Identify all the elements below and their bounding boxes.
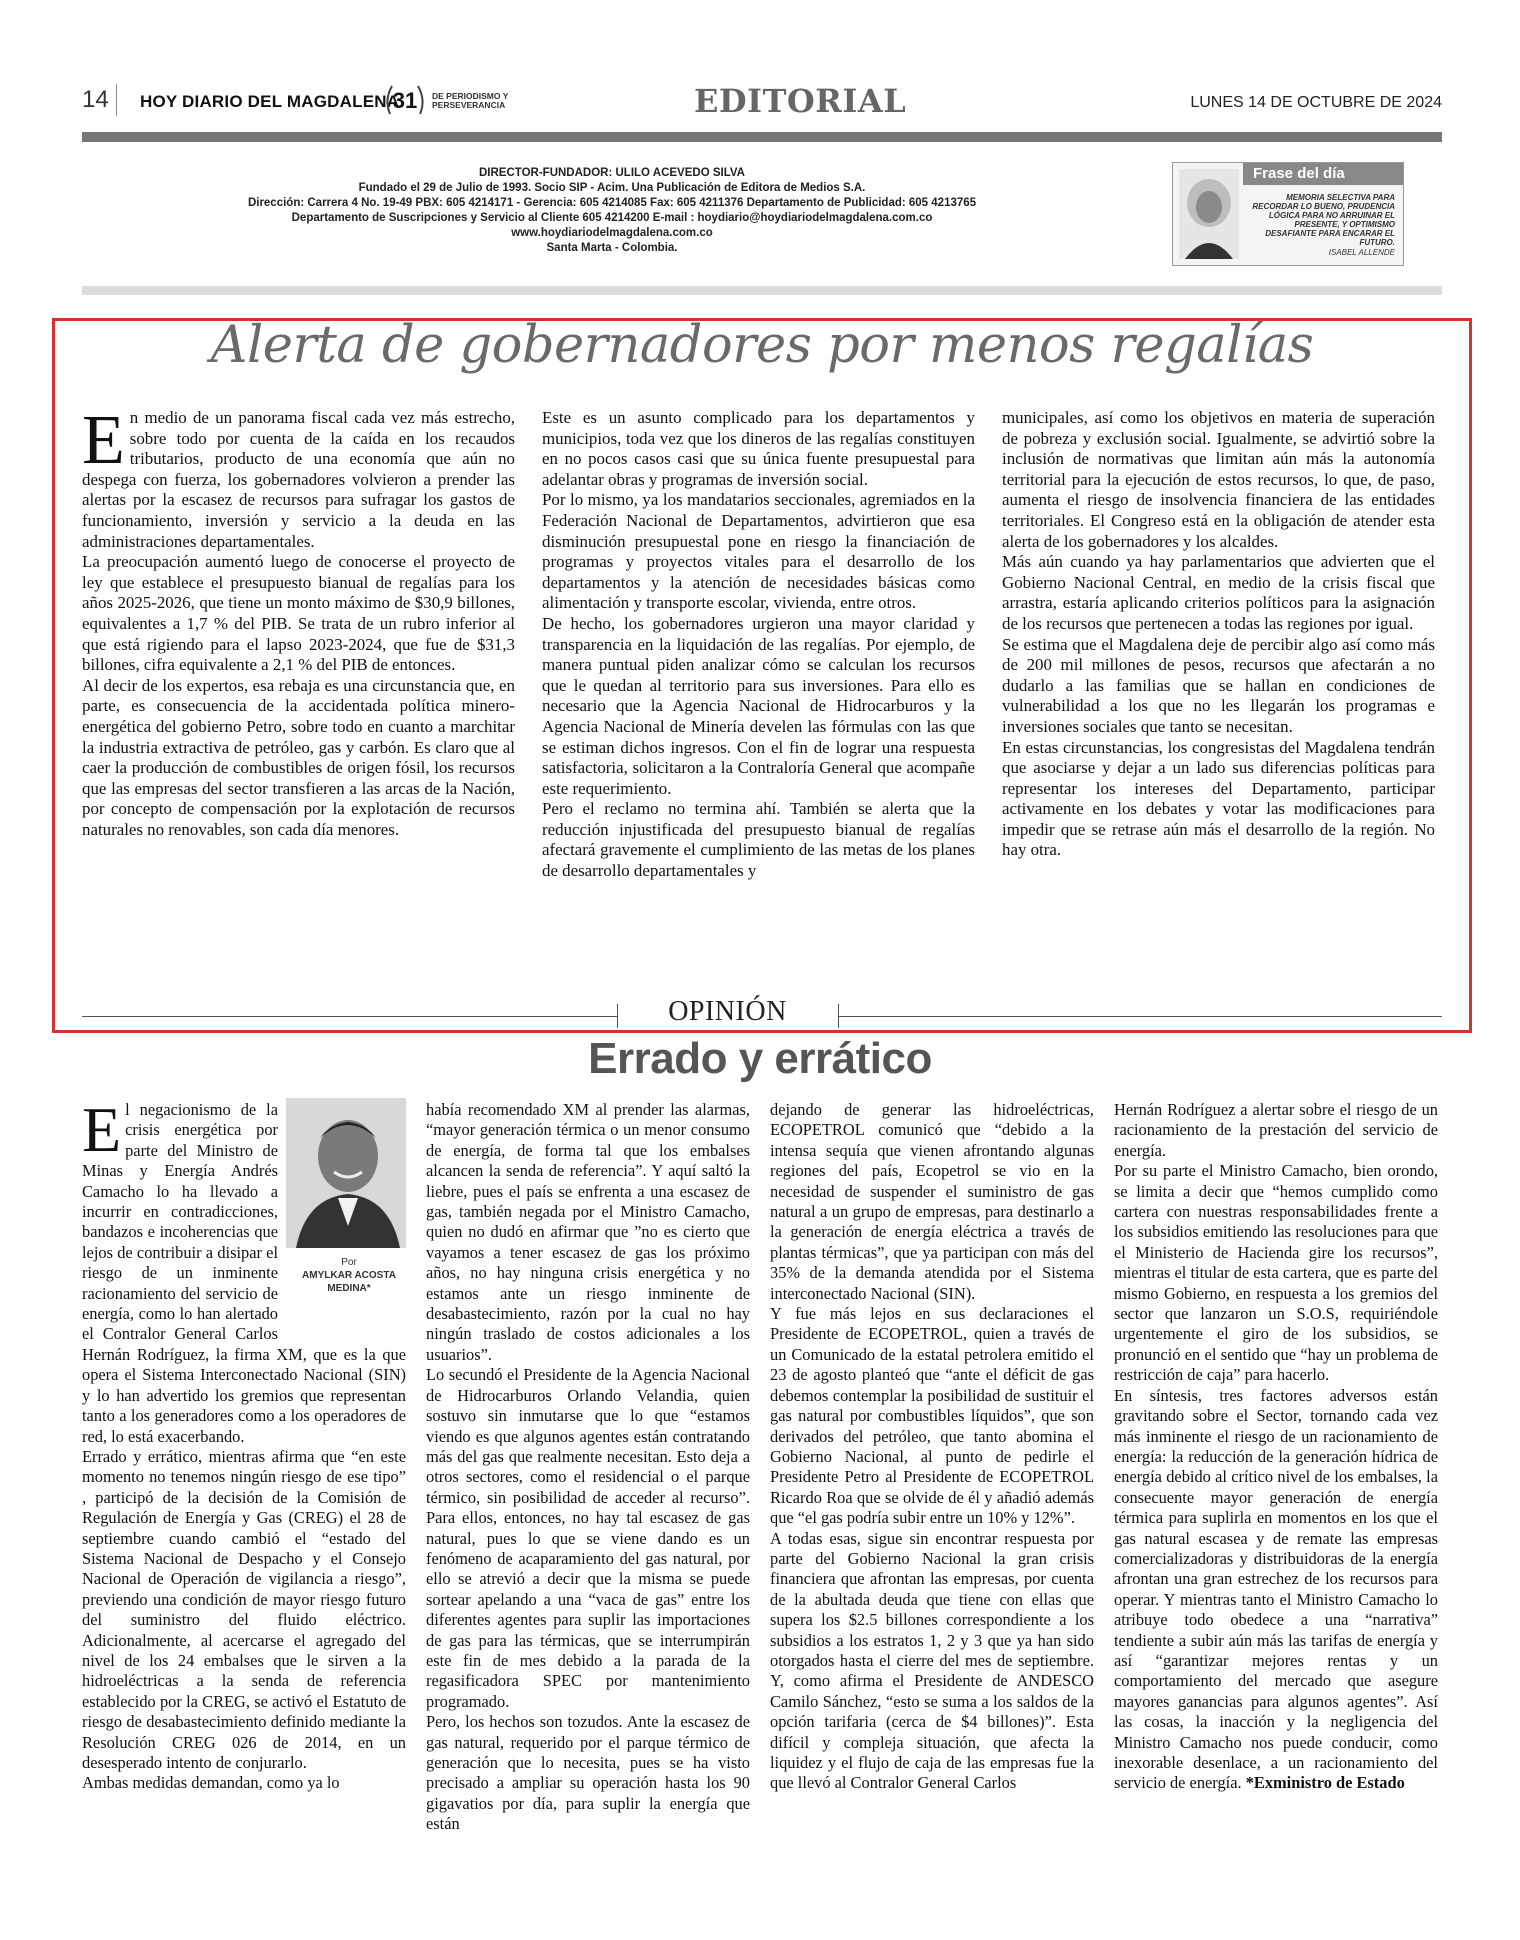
quote-text xyxy=(1243,193,1395,257)
editorial-paragraph: Al decir de los expertos, esa rebaja es una circunstancia que, en parte, es consecuencia de la accidentada política minero-energética del gobierno Petro, sobre todo en cuanto a marchitar la industria extractiva de petróleo, gas y carbón. Es claro que al caer la producción de combustibles de origen fósil, los recursos que las empresas del sector transfieren a las arcas de la Nación, por concepto de compensación por la explotación de recursos naturales no renovables, son cada día menores. xyxy=(82,675,515,839)
opinion-column-3 xyxy=(770,1100,1094,1794)
issue-date: LUNES 14 DE OCTUBRE DE 2024 xyxy=(1190,94,1442,111)
editorial-title: Alerta de gobernadores por menos regalías xyxy=(210,316,1314,375)
page-number: 14 xyxy=(82,86,109,113)
masthead xyxy=(82,80,1442,126)
credits-address: Dirección: Carrera 4 No. 19-49 PBX: 605 4214171 - Gerencia: 605 4214085 Fax: 605 4211376 Departamento de Publicidad: 605 4213765 xyxy=(247,197,977,209)
opinion-rule-tick xyxy=(838,1004,839,1028)
opinion-paragraph: Ambas medidas demandan, como ya lo xyxy=(82,1773,340,1793)
opinion-paragraph: Por su parte el Ministro Camacho, bien orondo, se limita a decir que “hemos cumplido como cartera con nuestras responsabilidades frente a los subsidios emitiendo las resoluciones para que el Ministerio de Hacienda gire los recursos”, mientras el titular de esta cartera, que es parte del mismo Gobierno, en respuesta a los gremios del sector que lanzaron un S.O.S, requiriéndole urgentemente el giro de los subsidios, se pronunció en el sentido que “hay un problema de restricción de caja” para hacerlo. xyxy=(1114,1161,1439,1385)
editorial-paragraph: En medio de un panorama fiscal cada vez más estrecho, sobre todo por cuenta de la caída en los recaudos tributarios, producto de una economía que aún no despega con fuerza, los gobernadores volvieron a prender las alertas por la escasez de recursos para sufragar los gastos de funcionamiento, inversión y servicio a la deuda en las administraciones departamentales. xyxy=(82,402,515,551)
credits-rule xyxy=(82,286,1442,295)
quote-heading: Frase del día xyxy=(1243,163,1403,185)
opinion-paragraph: Y fue más lejos en sus declaraciones el Presidente de ECOPETROL, quien a través de un Comunicado de la estatal petrolera emitido el 23 de agosto planteó que “ante el déficit de gas debemos contemplar la posibilidad de sustituir el gas natural por combustibles líquidos”, que son derivados del petróleo, que tanto abomina el Gobierno Nacional, al punto de pedirle el Presidente Petro al Presidente de ECOPETROL Ricardo Roa que se olvide de él y añadió además que “el gas podría subir entre un 10% y 12%”. xyxy=(770,1304,1094,1528)
opinion-section-label: OPINIÓN xyxy=(668,996,787,1027)
credits-block xyxy=(82,166,1142,256)
opinion-column-1 xyxy=(82,1094,406,1794)
opinion-paragraph: Hernán Rodríguez a alertar sobre el riesgo de un racionamiento de la prestación del servicio de energía. xyxy=(1114,1100,1438,1160)
credits-website: www.hoydiariodelmagdalena.com.co xyxy=(511,227,713,239)
editorial-column-1 xyxy=(82,402,515,840)
credits-director: DIRECTOR-FUNDADOR: ULILO ACEVEDO SILVA xyxy=(479,167,745,179)
editorial-paragraph: Más aún cuando ya hay parlamentarios que advierten que el Gobierno Nacional Central, en medio de la crisis fiscal que arrastra, estaría aplicando criterios políticos para la asignación de los recursos que pertenecen a todas las regiones por igual. xyxy=(1002,552,1435,633)
opinion-paragraph: Lo secundó el Presidente de la Agencia Nacional de Hidrocarburos Orlando Velandia, quien sostuvo sin inmutarse que lo que “estamos viendo es que algunos agentes están contratando más del gas que realmente necesitan. Esto deja a otros sectores, como el residencial o el parque térmico, sin posibilidad de acceder al recurso”. Para ellos, entonces, no hay tal escasez de gas natural, pues lo que se viene dando es un fenómeno de acaparamiento del gas natural, por ello se atrevió a decir que la misma se puede sortear apelando a una “vaca de gas” entre los diferentes agentes para suplir las importaciones de gas para las térmicas, que se interrumpirán este fin de mes debido a la parada de la regasificadora SPEC por mantenimiento programado. xyxy=(426,1365,750,1711)
credits-city: Santa Marta - Colombia. xyxy=(546,242,678,254)
author-box xyxy=(286,1098,406,1342)
quote-author: ISABEL ALLENDE xyxy=(1328,248,1395,257)
author-por: Por xyxy=(341,1257,357,1268)
editorial-paragraph: En estas circunstancias, los congresistas del Magdalena tendrán que asociarse y dejar a un lado sus diferencias políticas para representar los intereses del Departamento, participar activamente en los debates y votar las modificaciones para impedir que se retrase aún más el desarrollo de la región. No hay otra. xyxy=(1002,737,1435,860)
author-name: AMYLKAR ACOSTA MEDINA* xyxy=(302,1270,396,1294)
editorial-dropcap: E xyxy=(82,402,125,479)
opinion-dropcap: E xyxy=(82,1094,122,1165)
editorial-column-3 xyxy=(1002,408,1435,861)
opinion-paragraph: dejando de generar las hidroeléctricas, ECOPETROL comunicó que “debido a la intensa sequía que vienen afrontando algunas regiones del país, Ecopetrol se vio en la necesidad de suspender el suministro de gas natural a un grupo de empresas, para destinarlo a la generación de energía eléctrica a través de plantas térmicas”, que ya participan con más del 35% de la demanda atendida por el Sistema interconectado Nacional (SIN). xyxy=(770,1100,1094,1303)
anniversary-text: DE PERIODISMO Y PERSEVERANCIA xyxy=(432,91,509,110)
author-photo xyxy=(286,1098,406,1248)
opinion-paragraph: Pero, los hechos son tozudos. Ante la escasez de gas natural, requerido por el parque térmico de generación que lo necesita, pues se ha visto precisado a ampliar su operación hasta los 90 gigavatios por día, para suplir la energía que están xyxy=(426,1712,750,1834)
anniversary-logo-icon xyxy=(382,80,428,120)
opinion-column-2 xyxy=(426,1100,750,1835)
author-signature: *Exministro de Estado xyxy=(1245,1773,1405,1793)
anniversary-number: 31 xyxy=(392,88,418,113)
credits-subscriptions: Departamento de Suscripciones y Servicio al Cliente 605 4214200 E-mail : hoydiario@hoydiariodelmagdalena.com.co xyxy=(291,212,933,224)
opinion-paragraph: había recomendado XM al prender las alarmas, “mayor generación térmica o un menor consumo de energía, de forma tal que los embalses alcancen la senda de referencia”. Y aquí saltó la liebre, pues el país se enfrenta a una escasez de gas, también negada por el Ministro Camacho, quien no dudó en afirmar que ”no es cierto que vayamos a tener escasez de gas los próximo años, no hay ninguna crisis energética y no estamos ante un riesgo inminente de desabastecimiento, razón por la cual no hay ningún traslado de costos adicionales a los usuarios”. xyxy=(426,1100,750,1364)
editorial-paragraph: Este es un asunto complicado para los departamentos y municipios, toda vez que los dineros de las regalías constituyen en no pocos casos casi que su única fuente presupuestal para adelantar obras y programas de inversión social. xyxy=(542,408,975,489)
header-rule xyxy=(82,132,1442,142)
opinion-title: Errado y errático xyxy=(588,1034,932,1083)
newspaper-name: HOY DIARIO DEL MAGDALENA xyxy=(140,92,400,111)
opinion-paragraph: Errado y errático, mientras afirma que “en este momento no tenemos ningún riesgo de ese tipo” , participó de la decisión de la Comisión de Regulación de Energía y Gas (CREG) el 28 de septiembre cuando cambió el “estado del Sistema Nacional de Despacho y el Consejo Nacional de Operación de vigilancia a riesgo”, previendo una condición de mayor riesgo futuro del suministro del fluido eléctrico. Adicionalmente, al acercarse el agregado del nivel de los 24 embalses que le sirven a la hidroeléctricas a la senda de referencia establecido por la CREG, se activó el Estatuto de riesgo de desabastecimiento definido mediante la Resolución CREG 026 de 2014, en un desesperado intento de conjurarlo. xyxy=(82,1446,406,1772)
editorial-column-2 xyxy=(542,408,975,882)
editorial-paragraph: Se estima que el Magdalena deje de percibir algo así como más de 200 mil millones de pesos, recursos que afectarán a no dudarlo a las familias que se hallan en condiciones de vulnerabilidad a los que no les llegarán los programas e inversiones sociales que tanto se necesitan. xyxy=(1002,634,1435,736)
quote-author-photo xyxy=(1179,169,1239,259)
opinion-paragraph: En síntesis, tres factores adversos están gravitando sobre el Sector, tornando cada vez más inminente el riesgo de un racionamiento de energía: la reducción de la generación hídrica de energía debido al crítico nivel de los embalses, la consecuente mayor generación de energía térmica para suplirla en momentos en los que el gas natural escasea y de remate las empresas comercializadoras y distribuidoras de la energía afrontan una gran estrechez de los recursos para operar. Y mientras tanto el Ministro Camacho lo atribuye todo obedece a una “narrativa” tendiente a subir aún más las tarifas de energía y así “garantizar mejores rentas y un comportamiento del mercado que asegure mayores ganancias para algunos agentes”. Así las cosas, la inacción y la negligencia del Ministro Camacho nos puede conducir, como inexorable desenlace, a un racionamiento del servicio de energía. *Exministro de Estado xyxy=(1114,1385,1438,1793)
editorial-paragraph: De hecho, los gobernadores urgieron una mayor claridad y transparencia en la liquidación de las regalías. Por ejemplo, de manera puntual piden analizar cómo se calculan los recursos que le quedan al territorio para sus inversiones. Para ello es necesario que la Agencia Nacional de Hidrocarburos y la Agencia Nacional de Minería develen las fórmulas con las que se estiman dichos ingresos. Con el fin de lograr una respuesta satisfactoria, solicitaron a la Contraloría General que acompañe este requerimiento. xyxy=(542,613,975,798)
opinion-paragraph: A todas esas, sigue sin encontrar respuesta por parte del Gobierno Nacional la gran crisis financiera que afrontan las empresas, por cuenta de la abultada deuda que tiene con ellas que supera los $2.5 billones correspondiente a los subsidios a los estratos 1, 2 y 3 que ya han sido otorgados hasta el cierre del mes de septiembre. Y, como afirma el Presidente de ANDESCO Camilo Sánchez, “esto se suma a los saldos de la opción tarifaria (cerca de $4 billones)”. Esta difícil y compleja situación, que afecta la liquidez y el flujo de caja de las empresas fue la que llevó al Contralor General Carlos xyxy=(770,1528,1094,1793)
editorial-paragraph: La preocupación aumentó luego de conocerse el proyecto de ley que establece el presupuesto bianual de regalías para los años 2025-2026, que tiene un monto máximo de $30,9 billones, equivalentes a 1,7 % del PIB. Se trata de un rubro inferior al que está rigiendo para el lapso 2023-2024, que fue de $31,3 billones, cifra equivalente a 2,1 % del PIB de entonces. xyxy=(82,552,515,675)
editorial-paragraph: Por lo mismo, ya los mandatarios seccionales, agremiados en la Federación Nacional de Departamentos, advirtieron que esa disminución presupuestal pone en riesgo la financiación de programas y proyectos vitales para el desarrollo de los departamentos y la atención de necesidades básicas como alimentación y transporte escolar, vivienda, entre otros. xyxy=(542,490,975,613)
opinion-rule-left xyxy=(82,1016,617,1017)
quote-of-the-day xyxy=(1172,162,1404,266)
quote-body: MEMORIA SELECTIVA PARA RECORDAR LO BUENO, PRUDENCIA LÓGICA PARA NO ARRUINAR EL PRESENTE, Y OPTIMISMO DESAFIANTE PARA ENCARAR EL FUTURO. xyxy=(1252,193,1395,247)
editorial-paragraph: Pero el reclamo no termina ahí. También se alerta que la reducción injustificada del presupuesto bianual de regalías afectará gravemente el cumplimiento de las metas de los planes de desarrollo departamentales y xyxy=(542,799,975,881)
editorial-paragraph: municipales, así como los objetivos en materia de superación de pobreza y exclusión social. Igualmente, se advirtió sobre la inclusión de normativas que limitan aún más la autonomía territorial para la ejecución de estos recursos, lo que, de paso, aumenta el riesgo de insolvencia financiera de las entidades territoriales. El Congreso está en la obligación de atender esta alerta de los gobernadores y los alcaldes. xyxy=(1002,408,1435,551)
opinion-paragraph: El negacionismo de la crisis energética por parte del Ministro de Minas y Energía Andrés Camacho lo ha llevado a incurrir en contradicciones, bandazos e incoherencias que lejos de contribuir a disipar el riesgo de un inminente racionamiento del servicio de energía, como lo han alertado el Contralor General Carlos Hernán Rodríguez, la firma XM, que es la que opera el Sistema Interconectado Nacional (SIN) y lo han advertido los gremios que representan tanto a los generadores como a los operadores de red, lo está exacerbando. xyxy=(82,1094,406,1446)
section-title: EDITORIAL xyxy=(694,82,907,120)
opinion-rule-right xyxy=(838,1016,1442,1017)
opinion-column-4 xyxy=(1114,1100,1438,1794)
page-number-divider xyxy=(116,84,117,116)
author-byline xyxy=(294,1256,404,1295)
credits-founded: Fundado el 29 de Julio de 1993. Socio SIP - Acim. Una Publicación de Editora de Medios S.A. xyxy=(358,182,866,194)
